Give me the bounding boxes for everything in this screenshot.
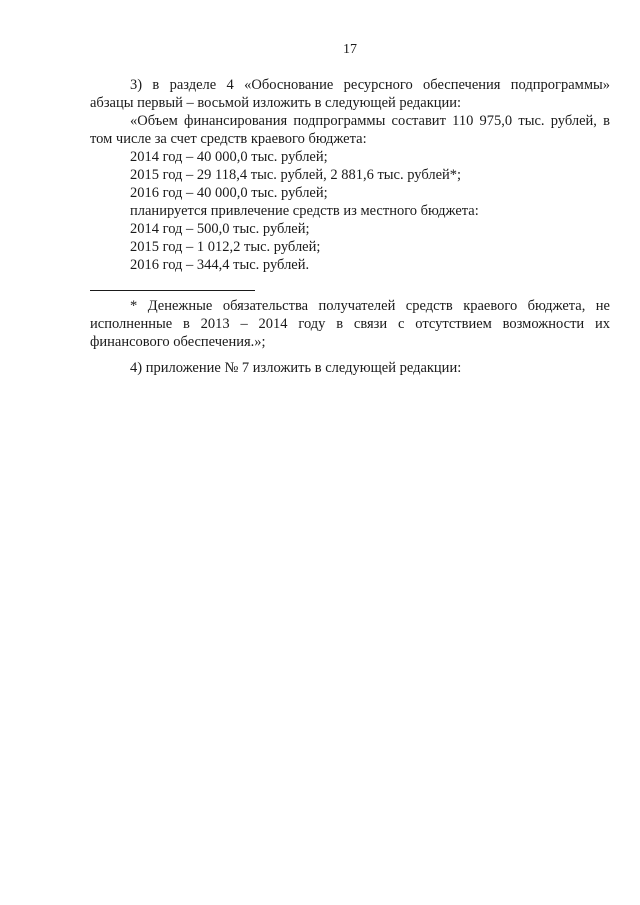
- regional-year-2015: 2015 год – 29 118,4 тыс. рублей, 2 881,6 тыс. рублей*;: [130, 167, 462, 183]
- local-year-2016: 2016 год – 344,4 тыс. рублей.: [130, 257, 310, 273]
- document-body: [90, 76, 610, 377]
- local-year-2014: 2014 год – 500,0 тыс. рублей;: [130, 221, 310, 237]
- footnote-divider: [90, 290, 255, 291]
- footnote: * Денежные обязательства получателей средств краевого бюджета, не исполненные в 2013 – 2014 году в связи с отсутствием возможности их финансового обеспечения.»;: [90, 298, 610, 350]
- local-budget-intro: планируется привлечение средств из местного бюджета:: [130, 203, 479, 219]
- item-3-intro: 3) в разделе 4 «Обоснование ресурсного обеспечения подпрограммы» абзацы первый – восьмой изложить в следующей редакции:: [90, 77, 610, 111]
- page-number: 17: [343, 42, 357, 57]
- regional-year-2014: 2014 год – 40 000,0 тыс. рублей;: [130, 149, 328, 165]
- financing-paragraph: «Объем финансирования подпрограммы составит 110 975,0 тыс. рублей, в том числе за счет средств краевого бюджета:: [90, 113, 610, 147]
- regional-year-2016: 2016 год – 40 000,0 тыс. рублей;: [130, 185, 328, 201]
- local-year-2015: 2015 год – 1 012,2 тыс. рублей;: [130, 239, 321, 255]
- item-4: 4) приложение № 7 изложить в следующей редакции:: [130, 360, 462, 376]
